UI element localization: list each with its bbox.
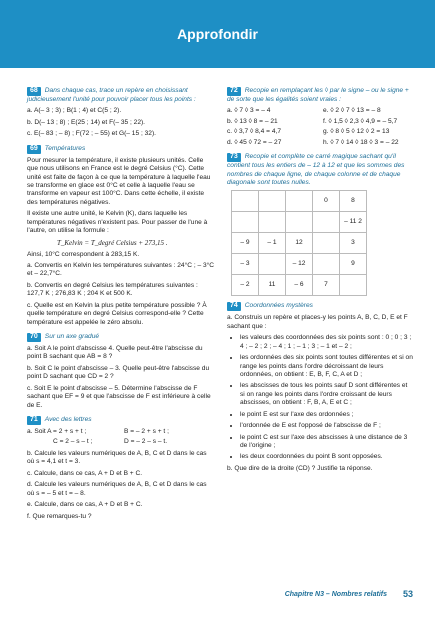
grid-cell: – 1 bbox=[259, 233, 286, 254]
grid-cell bbox=[313, 254, 340, 275]
page-title: Approfondir bbox=[177, 26, 258, 42]
equation-item: f. ◊ 1,5 ◊ 2,3 ◊ 4,9 = – 5,7 bbox=[323, 117, 398, 125]
question-a: a. Convertis en Kelvin les températures suivantes : 24°C ; – 3°C et – 22,7°C. bbox=[27, 261, 215, 278]
exercise-70 bbox=[27, 333, 215, 410]
grid-cell: – 11 2 bbox=[340, 212, 367, 233]
exercise-number: 69 bbox=[27, 145, 41, 154]
equation-item: g. ◊ 8 ◊ 5 ◊ 12 ◊ 2 = 13 bbox=[323, 128, 390, 136]
exercise-number: 72 bbox=[227, 87, 241, 96]
question-a: a. A(– 3 ; 3) ; B(1 ; 4) et C(5 ; 2). bbox=[27, 107, 122, 115]
grid-cell: 8 bbox=[340, 191, 367, 212]
grid-cell bbox=[313, 212, 340, 233]
magic-square bbox=[231, 190, 367, 296]
expression-c: C = 2 – s – t ; bbox=[53, 438, 93, 446]
grid-cell bbox=[313, 233, 340, 254]
exercise-69 bbox=[27, 145, 215, 327]
question-a: a. Soit A le point d'abscisse 4. Quelle peut-être l'abscisse du point B sachant que AB = 8 ? bbox=[27, 345, 203, 361]
exercise-title: Avec des lettres bbox=[44, 416, 92, 424]
condition-item: • les deux coordonnées du point B sont opposées. bbox=[240, 453, 413, 461]
exercise-number: 74 bbox=[227, 302, 241, 311]
grid-cell: 9 bbox=[340, 254, 367, 275]
grid-cell bbox=[232, 191, 259, 212]
exercise-title: Températures bbox=[44, 144, 86, 152]
expression-a: a. Soit A = 2 + s + t ; bbox=[27, 428, 87, 436]
equation-item: b. ◊ 13 ◊ 8 = – 21 bbox=[227, 117, 278, 125]
condition-list bbox=[227, 334, 413, 462]
exercise-instruction: Recopie en remplaçant les ◊ par le signe – ou le signe + de sorte que les égalités soient vraies : bbox=[227, 87, 409, 103]
exercise-number: 68 bbox=[27, 87, 41, 96]
grid-cell: 11 bbox=[259, 275, 286, 296]
grid-cell: – 3 bbox=[232, 254, 259, 275]
question-b: b. Soit C le point d'abscisse – 3. Quelle peut-être l'abscisse du point D sachant que CD = 2 ? bbox=[27, 364, 210, 381]
paragraph: Pour mesurer la température, il existe plusieurs unités. Celle que nous utilisons en France est le degré Celsius (°C). Cette unité est faite de façon à ce que la température à laquelle l'eau se transforme en glace est 0°C et celle à laquelle l'eau se transforme en vapeur est 100°C. Dans cette échelle, il existe des températures négatives. bbox=[27, 156, 211, 206]
expression-d: D = – 2 – s – t. bbox=[124, 438, 168, 446]
question-d: d. Calcule les valeurs numériques de A, B, C et D dans le cas où s = – 5 et t = – 8. bbox=[27, 481, 207, 497]
equation-item: e. ◊ 2 ◊ 7 ◊ 13 = – 8 bbox=[323, 107, 381, 115]
grid-cell bbox=[259, 254, 286, 275]
exercise-title: Sur un axe gradué bbox=[44, 333, 100, 341]
grid-cell: – 9 bbox=[232, 233, 259, 254]
condition-item: • les abscisses de tous les points sauf D sont différentes et si on range les points dans l'ordre croissant de leurs abscisses, on obtient : F, B, A, E et C ; bbox=[240, 382, 413, 407]
question-c: c. E(– 83 ; – 8) ; F(72 ; – 55) et G(– 15 ; 32). bbox=[27, 130, 157, 138]
question-c: c. Calcule, dans ce cas, A + D et B + C. bbox=[27, 469, 143, 477]
paragraph: Ainsi, 10°C correspondent à 283,15 K. bbox=[27, 250, 140, 258]
grid-cell: – 6 bbox=[286, 275, 313, 296]
grid-cell: – 2 bbox=[232, 275, 259, 296]
exercise-number: 71 bbox=[27, 416, 41, 425]
exercise-number: 70 bbox=[27, 333, 41, 342]
question-c: c. Quelle est en Kelvin la plus petite température possible ? À quelle température en degré Celsius correspond-elle ? Cette température est appelée le zéro absolu. bbox=[27, 301, 207, 326]
question-b: b. D(– 13 ; 8) ; E(25 ; 14) et F(– 35 ; 22). bbox=[27, 118, 146, 126]
paragraph: Il existe une autre unité, le Kelvin (K), dans laquelle les températures négatives n'existent pas. Pour passer de l'une à l'autre, on utilise la formule : bbox=[27, 210, 208, 235]
grid-cell: 7 bbox=[313, 275, 340, 296]
condition-item: • les ordonnées des six points sont toutes différentes et si on range les points dans l'ordre décroissant de leurs ordonnées, on obtient : E, B, F, C, A et D ; bbox=[240, 354, 413, 379]
grid-cell bbox=[286, 191, 313, 212]
equation-item: c. ◊ 3,7 ◊ 8,4 = 4,7 bbox=[227, 128, 281, 136]
page-number: 53 bbox=[402, 589, 413, 599]
grid-cell bbox=[259, 212, 286, 233]
grid-cell bbox=[232, 212, 259, 233]
grid-cell bbox=[340, 275, 367, 296]
condition-item: • le point E est sur l'axe des ordonnées ; bbox=[240, 411, 413, 419]
exercise-72 bbox=[227, 87, 413, 147]
equation-item: h. ◊ 7 ◊ 14 ◊ 18 ◊ 3 = – 22 bbox=[323, 138, 399, 146]
grid-cell: – 12 bbox=[286, 254, 313, 275]
formula: T_Kelvin = T_degré Celsius + 273,15 . bbox=[57, 238, 168, 247]
expression-b: B = – 2 + s + t ; bbox=[124, 428, 169, 436]
exercise-instruction: Recopie et complète ce carré magique sachant qu'il contient tous les entiers de – 12 à 12 et que les sommes des nombres de chaque ligne, de chaque colonne et de chaque diagonale sont toutes nulles. bbox=[227, 153, 405, 186]
question-a: a. Construis un repère et places-y les points A, B, C, D, E et F sachant que : bbox=[227, 314, 408, 330]
equation-item: d. ◊ 45 ◊ 72 = – 27 bbox=[227, 138, 282, 146]
question-f: f. Que remarques-tu ? bbox=[27, 512, 92, 520]
grid-cell: 0 bbox=[313, 191, 340, 212]
chapter-footer: Chapitre N3 – Nombres relatifs bbox=[284, 591, 387, 598]
equation-item: a. ◊ 7 ◊ 3 = – 4 bbox=[227, 107, 271, 115]
expressions bbox=[27, 428, 215, 447]
left-column bbox=[27, 87, 215, 527]
header-banner bbox=[0, 0, 435, 68]
exercise-73 bbox=[227, 153, 413, 296]
exercise-title: Coordonnées mystères bbox=[244, 302, 313, 310]
exercise-68 bbox=[27, 87, 215, 139]
exercise-71 bbox=[27, 416, 215, 521]
condition-item: • l'ordonnée de E est l'opposé de l'abscisse de F ; bbox=[240, 422, 413, 430]
grid-cell bbox=[286, 212, 313, 233]
condition-item: • le point C est sur l'axe des abscisses à une distance de 3 de l'origine ; bbox=[240, 434, 413, 451]
exercise-number: 73 bbox=[227, 153, 241, 162]
exercise-instruction: Dans chaque cas, trace un repère en choisissant judicieusement l'unité pour pouvoir placer tous les points : bbox=[27, 87, 196, 103]
grid-cell bbox=[259, 191, 286, 212]
question-b: b. Convertis en degré Celsius les températures suivantes : 127,7 K ; 276,83 K ; 204 K et 500 K. bbox=[27, 281, 198, 298]
grid-cell: 3 bbox=[340, 233, 367, 254]
question-e: e. Calcule, dans ce cas, A + D et B + C. bbox=[27, 501, 143, 509]
grid-cell: 12 bbox=[286, 233, 313, 254]
exercise-74 bbox=[227, 302, 413, 473]
equation-list bbox=[227, 107, 413, 147]
question-b: b. Calcule les valeurs numériques de A, B, C et D dans le cas où s = 4,1 et t = 3. bbox=[27, 449, 207, 466]
condition-item: • les valeurs des coordonnées des six points sont : 0 ; 0 ; 3 ; 4 ; – 2 ; 2 ; – 4 ; 1 ; – 1 ; 3 ; – 1 et – 2 ; bbox=[240, 334, 413, 351]
question-c: c. Soit E le point d'abscisse – 5. Détermine l'abscisse de F sachant que EF = 9 et que l'abscisse de F est inférieure à celle de E. bbox=[27, 384, 211, 409]
question-b: b. Que dire de la droite (CD) ? Justifie ta réponse. bbox=[227, 464, 373, 472]
right-column bbox=[227, 87, 413, 479]
